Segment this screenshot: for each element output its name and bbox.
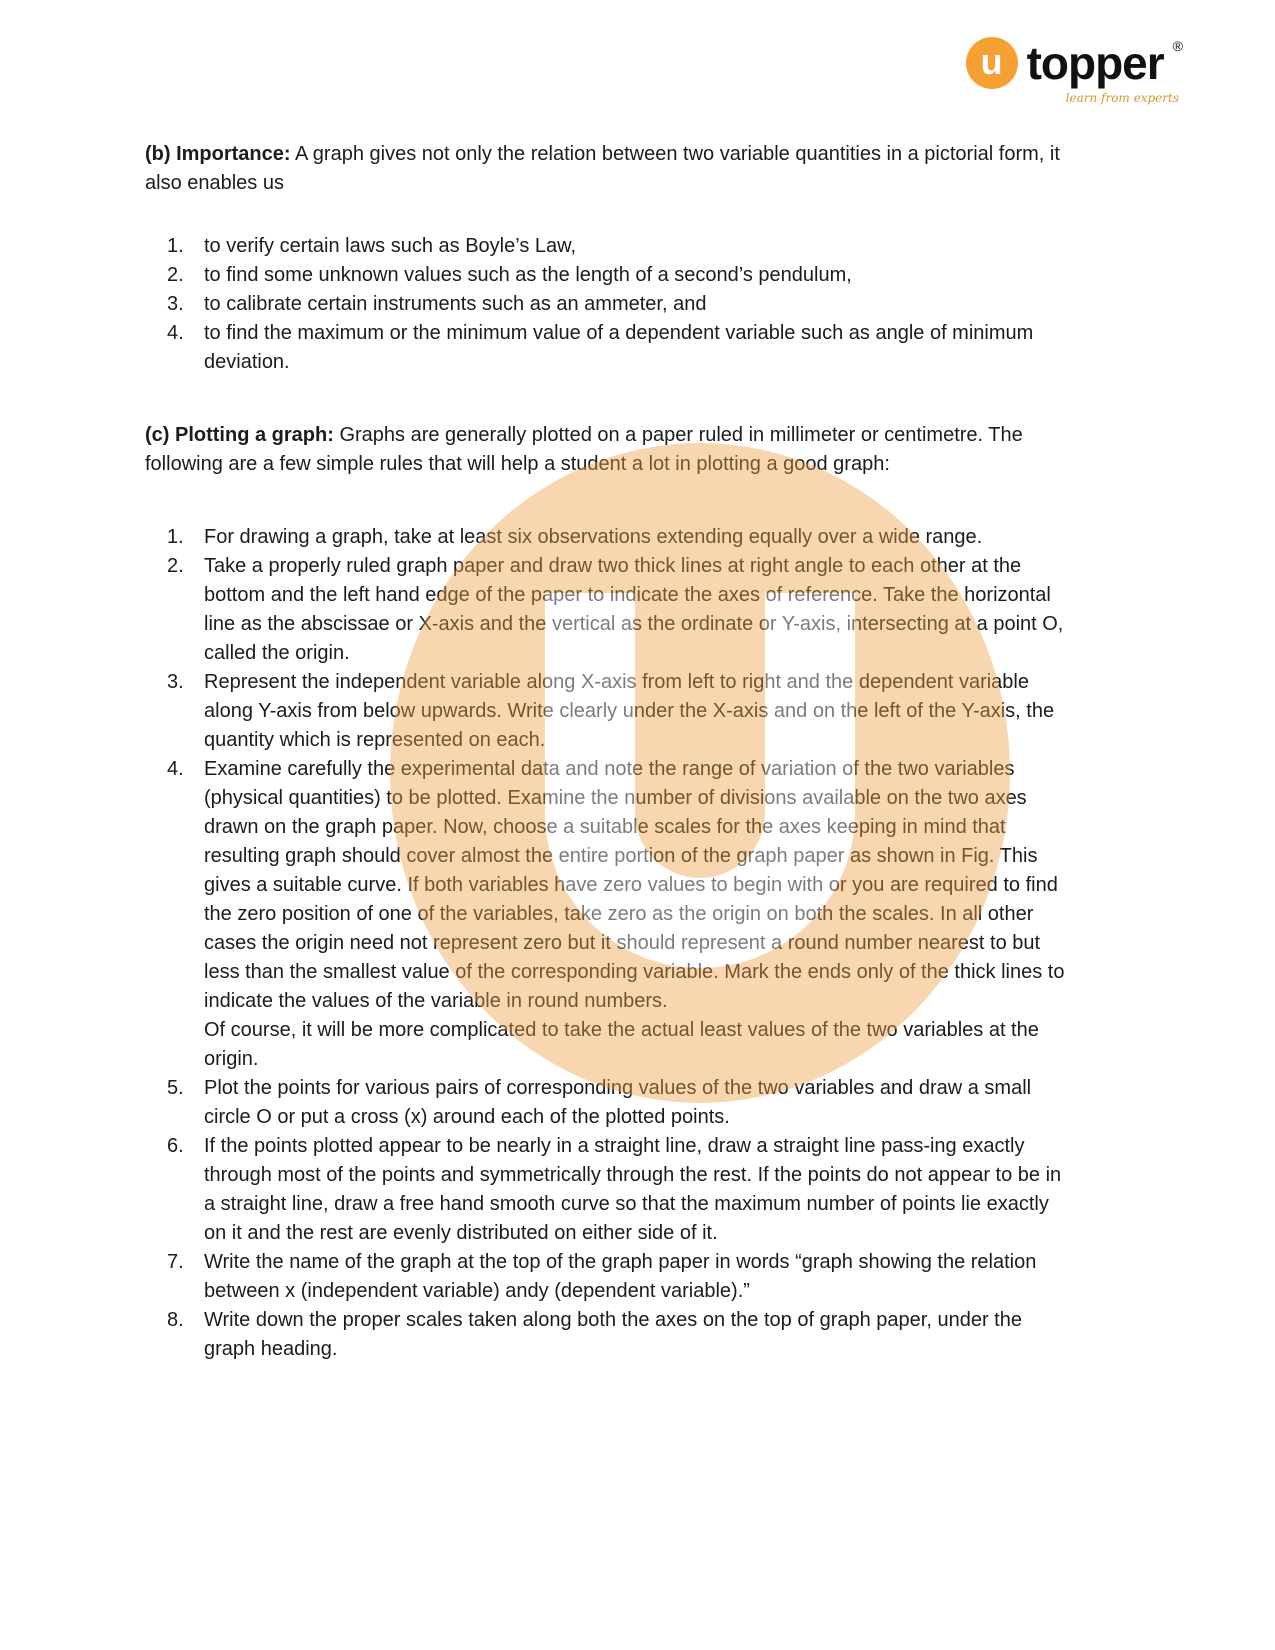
list-item-text: If the points plotted appear to be nearly in a straight line, draw a straight line pass-ing exactly through most of the points and symmetrically through the rest. If the points do not appear to be in a straight line, draw a free hand smooth curve so that the maximum number of points lie exactly on it and the rest are evenly distributed on either side of it. <box>204 1135 1062 1244</box>
list-item <box>167 290 1070 319</box>
brand-name: topper <box>1026 37 1164 89</box>
list-item-text: Write down the proper scales taken along both the axes on the top of graph paper, under the graph heading. <box>204 1309 1022 1360</box>
list-item-number: 7. <box>167 1251 184 1273</box>
brand-u-icon: u <box>966 37 1018 89</box>
list-item <box>167 319 1070 377</box>
section-b-heading: (b) Importance: <box>145 143 291 165</box>
list-item-number: 1. <box>167 235 184 257</box>
list-item <box>167 1306 1070 1364</box>
list-item <box>167 552 1070 668</box>
list-item-text: to calibrate certain instruments such as an ammeter, and <box>204 293 707 315</box>
brand-tagline: learn from experts <box>1065 91 1179 105</box>
list-item-text: Examine carefully the experimental data and note the range of variation of the two variables (physical quantities) to be plotted. Examine the number of divisions available on the two axes drawn on the graph paper. Now, choose a suitable scales for the axes keeping in mind that resulting graph should cover almost the entire portion of the graph paper as shown in Fig. This gives a suitable curve. If both variables have zero values to begin with or you are required to find the zero position of one of the variables, take zero as the origin on both the scales. In all other cases the origin need not represent zero but it should represent a round number nearest to but less than the smallest value of the corresponding variable. Mark the ends only of the thick lines to indicate the values of the variable in round numbers. <box>204 758 1065 1012</box>
list-item-text: to verify certain laws such as Boyle’s Law, <box>204 235 577 257</box>
list-item <box>167 1074 1070 1132</box>
section-c-intro <box>145 421 1070 479</box>
section-c-heading: (c) Plotting a graph: <box>145 424 334 446</box>
list-item <box>167 232 1070 261</box>
list-item <box>167 523 1070 552</box>
section-c-intro-text: Graphs are generally plotted on a paper ruled in millimeter or centimetre. The following are a few simple rules that will help a student a lot in plotting a good graph: <box>145 424 1023 475</box>
section-b-intro-text: A graph gives not only the relation between two variable quantities in a pictorial form, it also enables us <box>145 143 1060 194</box>
list-item <box>167 261 1070 290</box>
list-item-body <box>204 755 1070 1074</box>
list-item-text: Take a properly ruled graph paper and draw two thick lines at right angle to each other at the bottom and the left hand edge of the paper to indicate the axes of reference. Take the horizontal line as the abscissae or X-axis and the vertical as the ordinate or Y-axis, intersecting at a point O, called the origin. <box>204 555 1064 664</box>
list-item-note: Of course, it will be more complicated to take the actual least values of the two variables at the origin. <box>204 1019 1039 1070</box>
list-item-text: Plot the points for various pairs of corresponding values of the two variables and draw a small circle O or put a cross (x) around each of the plotted points. <box>204 1077 1032 1128</box>
list-item-text: Represent the independent variable along X-axis from left to right and the dependent variable along Y-axis from below upwards. Write clearly under the X-axis and on the left of the Y-axis, the quantity which is represented on each. <box>204 671 1055 751</box>
list-item-text: to find some unknown values such as the length of a second’s pendulum, <box>204 264 852 286</box>
list-item <box>167 668 1070 755</box>
list-item <box>167 1248 1070 1306</box>
list-item <box>167 1132 1070 1248</box>
list-item-number: 4. <box>167 758 184 780</box>
list-item-number: 2. <box>167 264 184 286</box>
list-item-number: 3. <box>167 671 184 693</box>
list-item-number: 8. <box>167 1309 184 1331</box>
list-item-number: 4. <box>167 322 184 344</box>
brand-logo <box>966 36 1183 105</box>
list-item-number: 6. <box>167 1135 184 1157</box>
section-b-intro <box>145 140 1070 198</box>
section-b-list <box>167 232 1070 377</box>
list-item-number: 5. <box>167 1077 184 1099</box>
list-item-number: 1. <box>167 526 184 548</box>
list-item-number: 3. <box>167 293 184 315</box>
list-item-text: to find the maximum or the minimum value of a dependent variable such as angle of minimum deviation. <box>204 322 1034 373</box>
list-item-text: Write the name of the graph at the top of the graph paper in words “graph showing the relation between x (independent variable) andy (dependent variable).” <box>204 1251 1037 1302</box>
list-item-number: 2. <box>167 555 184 577</box>
list-item <box>167 755 1070 1074</box>
registered-trademark-icon: ® <box>1172 38 1183 54</box>
list-item-text: For drawing a graph, take at least six observations extending equally over a wide range. <box>204 526 983 548</box>
section-c-list <box>167 523 1070 1364</box>
brand-logo-row <box>966 36 1183 90</box>
